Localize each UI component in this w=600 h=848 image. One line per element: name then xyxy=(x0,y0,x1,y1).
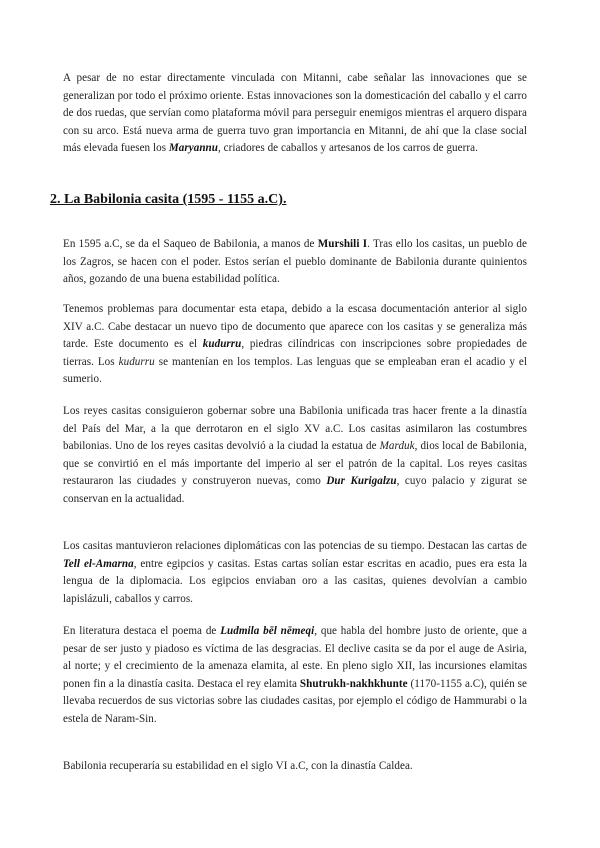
text: (1170-1155 a.C), quién se llevaba recuerdos de sus victorias sobre las ciudades casitas, por ejemplo el código de Hammurabi o la estela de Naram-Sin. xyxy=(63,677,527,725)
text: En literatura destaca el poema de xyxy=(63,625,221,637)
text: Babilonia recuperaría su estabilidad en el siglo VI a.C, con la dinastía Caldea. xyxy=(63,760,413,772)
paragraph-saqueo-babilonia xyxy=(63,236,527,289)
text: Tenemos problemas para documentar esta etapa, debido a la escasa documentación anterior al siglo XIV a.C. Cabe destacar un nuevo tipo de documento que aparece con los casitas y se generaliza más tarde. Este documento es el xyxy=(63,303,527,350)
paragraph-relaciones-diplomaticas xyxy=(63,538,527,608)
text: , cuyo palacio y zigurat se conservan en la actualidad. xyxy=(63,475,527,505)
text: . Tras ello los casitas, un pueblo de los Zagros, se hacen con el poder. Estos serían el pueblo dominante de Babilonia durante quinientos años, gozando de una buena estabilidad política. xyxy=(63,238,527,285)
term-dur-kurigalzu: Dur Kurigalzu xyxy=(326,475,397,487)
text: En 1595 a.C, se da el Saqueo de Babilonia, a manos de xyxy=(63,238,318,250)
text: , criadores de caballos y artesanos de los carros de guerra. xyxy=(218,142,478,154)
paragraph-mitanni-innovations xyxy=(63,70,527,158)
term-murshili: Murshili I xyxy=(317,238,368,250)
paragraph-reyes-casitas xyxy=(63,403,527,508)
text: Los reyes casitas consiguieron gobernar sobre una Babilonia unificada tras hacer frente a la dinastía del País del Mar, a la que derrotaron en el siglo XV a.C. Los casitas asimilaron las costumbres babilonias. Uno de los reyes casitas devolvió a la ciudad la estatua de xyxy=(63,405,527,452)
text: , que habla del hombre justo de oriente, que a pesar de ser justo y piadoso es víctima de las desgracias. El declive casita se da por el auge de Asiria, al norte; y el crecimiento de la amenaza elamita, al este. En pleno siglo XII, las incursiones elamitas ponen fin a la dinastía casita. Destaca el rey elamita xyxy=(63,625,528,690)
section-heading: 2. La Babilonia casita (1595 - 1155 a.C). xyxy=(50,192,287,207)
term-kudurru-italic: kudurru xyxy=(118,355,155,368)
text: Los casitas mantuvieron relaciones diplomáticas con las potencias de su tiempo. Destacan las cartas de xyxy=(63,540,527,552)
paragraph-literatura-declive xyxy=(63,623,527,728)
text: , piedras cilíndricas con inscripciones sobre propiedades de tierras. Los xyxy=(63,338,527,368)
term-maryannu: Maryannu xyxy=(168,142,218,154)
term-marduk: Marduk xyxy=(379,440,415,452)
text: se mantenían en los templos. Las lenguas que se empleaban eran el acadio y el sumerio. xyxy=(63,355,527,385)
term-ludmila: Ludmila bēl nēmeqi xyxy=(220,625,315,637)
term-shutrukh: Shutrukh-nakhkhunte xyxy=(299,677,408,690)
term-tell-el-amarna: Tell el-Amarna xyxy=(63,557,134,570)
paragraph-dinastia-caldea xyxy=(63,758,527,776)
text: A pesar de no estar directamente vinculada con Mitanni, cabe señalar las innovaciones que se generalizan por todo el próximo oriente. Estas innovaciones son la domesticación del caballo y el carro de dos ruedas, que servían como plataforma móvil para perseguir enemigos mientras el arquero dispara con su arco. Está nueva arma de guerra tuvo gran importancia en Mitanni, de ahí que la clase social más elevada fuesen los xyxy=(63,72,527,154)
term-kudurru: kudurru xyxy=(202,338,242,350)
text: , entre egipcios y casitas. Estas cartas solían estar escritas en acadio, pues era esta la lengua de la diplomacia. Los egipcios enviaban oro a las casitas, quienes devolvían a cambio lapislázuli, caballos y carros. xyxy=(63,557,527,605)
text: , dios local de Babilonia, que se convirtió en el más importante del imperio al ser el patrón de la capital. Los reyes casitas restauraron las ciudades y construyeron nuevas, como xyxy=(63,440,527,487)
paragraph-documentacion xyxy=(63,301,527,389)
